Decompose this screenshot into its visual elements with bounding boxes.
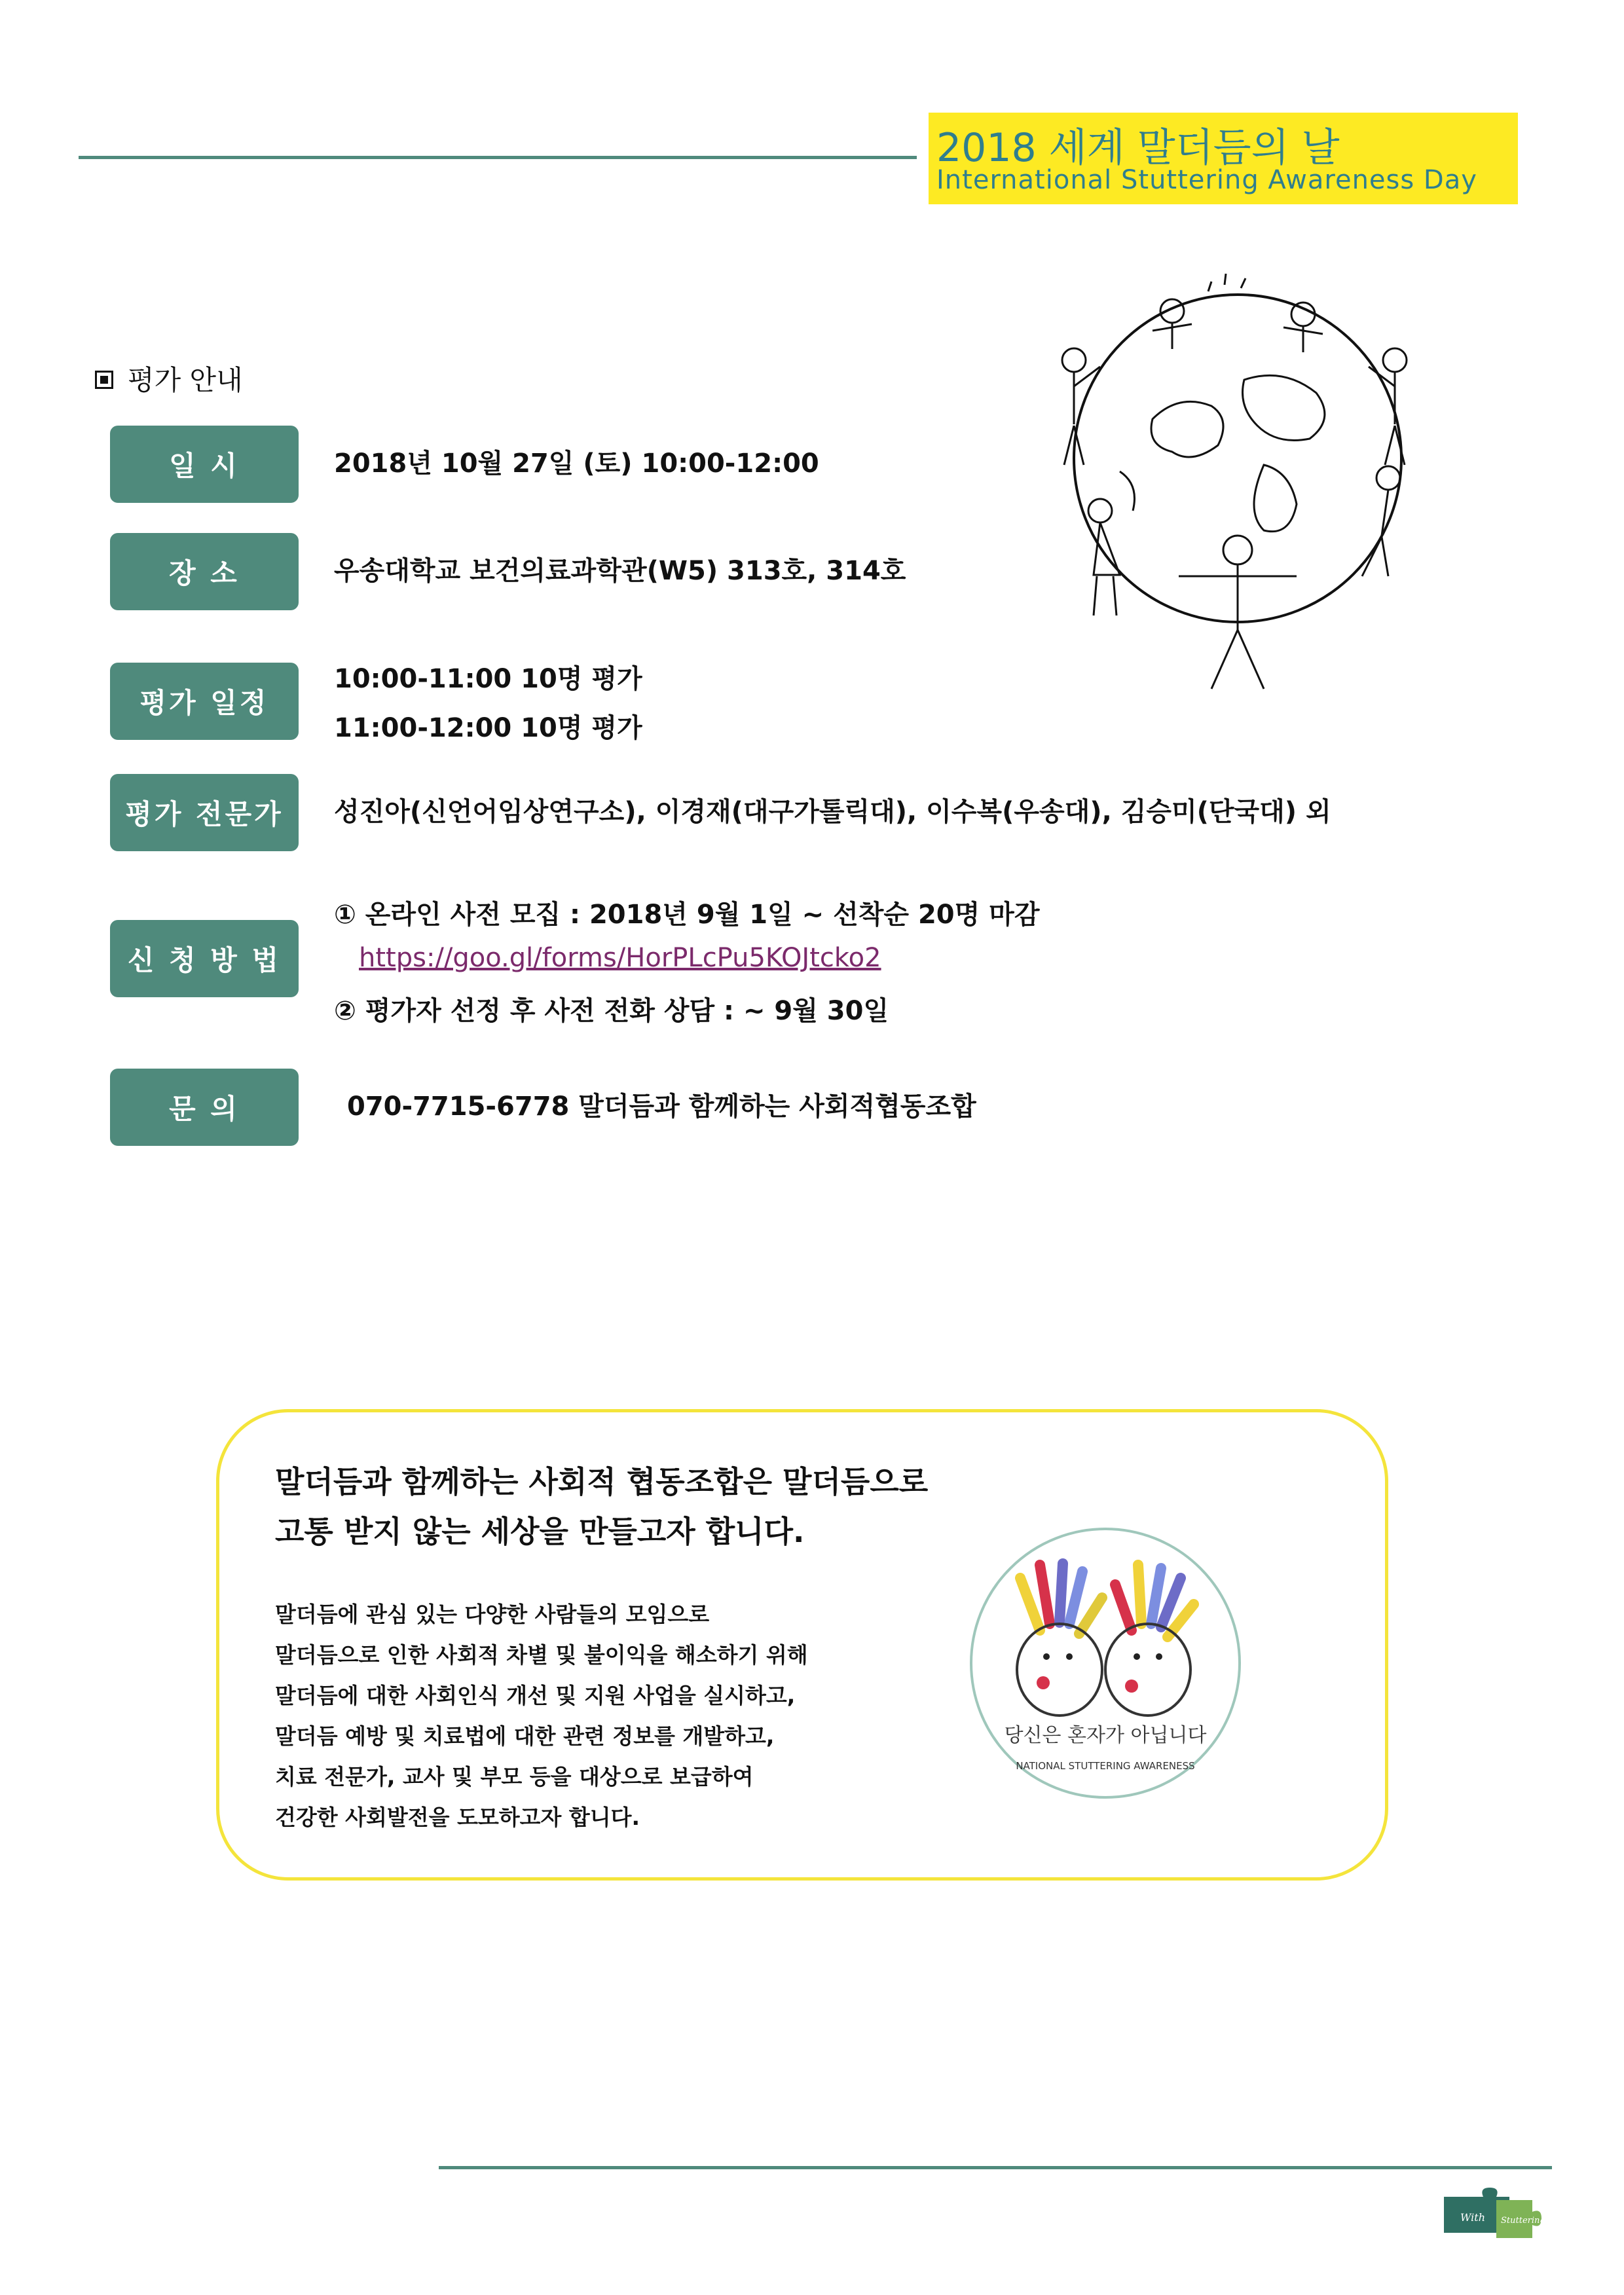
- logo-caption-english: NATIONAL STUTTERING AWARENESS: [1016, 1760, 1195, 1772]
- globe-children-illustration: [1048, 268, 1428, 701]
- title-korean: 2018 세계 말더듬의 날: [936, 125, 1340, 171]
- top-rule: [79, 156, 917, 159]
- info-body-line: 말더듬으로 인한 사회적 차별 및 불이익을 해소하기 위해: [275, 1642, 808, 1668]
- badge-contact: 문 의: [110, 1069, 299, 1146]
- value-apply-1: ① 온라인 사전 모집 : 2018년 9월 1일 ~ 선착순 20명 마감: [334, 900, 1040, 930]
- info-body-line: 말더듬 예방 및 치료법에 대한 관련 정보를 개발하고,: [275, 1723, 775, 1749]
- apply-form-link[interactable]: https://goo.gl/forms/HorPLcPu5KOJtcko2: [359, 943, 881, 973]
- info-body-line: 말더듬에 관심 있는 다양한 사람들의 모임으로: [275, 1602, 710, 1627]
- info-headline-line: 고통 받지 않는 세상을 만들고자 합니다.: [275, 1514, 805, 1549]
- title-english: International Stuttering Awareness Day: [936, 165, 1477, 195]
- info-body-line: 치료 전문가, 교사 및 부모 등을 대상으로 보급하여: [275, 1764, 754, 1790]
- badge-apply: 신 청 방 법: [110, 920, 299, 997]
- value-schedule-2: 11:00-12:00 10명 평가: [334, 713, 642, 743]
- badge-datetime: 일 시: [110, 426, 299, 503]
- value-datetime: 2018년 10월 27일 (토) 10:00-12:00: [334, 449, 819, 479]
- hands-logo: [968, 1526, 1243, 1801]
- badge-schedule: 평가 일정: [110, 663, 299, 740]
- value-schedule-1: 10:00-11:00 10명 평가: [334, 664, 642, 694]
- info-body: [275, 1594, 808, 1838]
- info-headline: [275, 1457, 928, 1556]
- puzzle-logo-word-stuttering: Stuttering: [1501, 2216, 1545, 2226]
- value-experts: 성진아(신언어임상연구소), 이경재(대구가톨릭대), 이수복(우송대), 김승미(단국대) 외: [334, 797, 1331, 827]
- info-headline-line: 말더듬과 함께하는 사회적 협동조합은 말더듬으로: [275, 1464, 929, 1499]
- logo-caption-korean: 당신은 혼자가 아닙니다: [1004, 1724, 1207, 1747]
- value-location: 우송대학교 보건의료과학관(W5) 313호, 314호: [334, 556, 906, 586]
- section-title-text: 평가 안내: [128, 364, 243, 396]
- puzzle-logo: [1441, 2187, 1549, 2239]
- section-title: [95, 359, 243, 398]
- puzzle-logo-word-with: With: [1460, 2211, 1486, 2224]
- info-body-line: 건강한 사회발전을 도모하고자 합니다.: [275, 1805, 640, 1830]
- bottom-rule: [439, 2166, 1552, 2169]
- info-body-line: 말더듬에 대한 사회인식 개선 및 지원 사업을 실시하고,: [275, 1683, 796, 1708]
- badge-experts: 평가 전문가: [110, 774, 299, 851]
- value-contact: 070-7715-6778 말더듬과 함께하는 사회적협동조합: [347, 1092, 976, 1122]
- square-bullet-icon: [95, 371, 113, 389]
- value-apply-2: ② 평가자 선정 후 사전 전화 상담 : ~ 9월 30일: [334, 996, 889, 1026]
- badge-location: 장 소: [110, 533, 299, 610]
